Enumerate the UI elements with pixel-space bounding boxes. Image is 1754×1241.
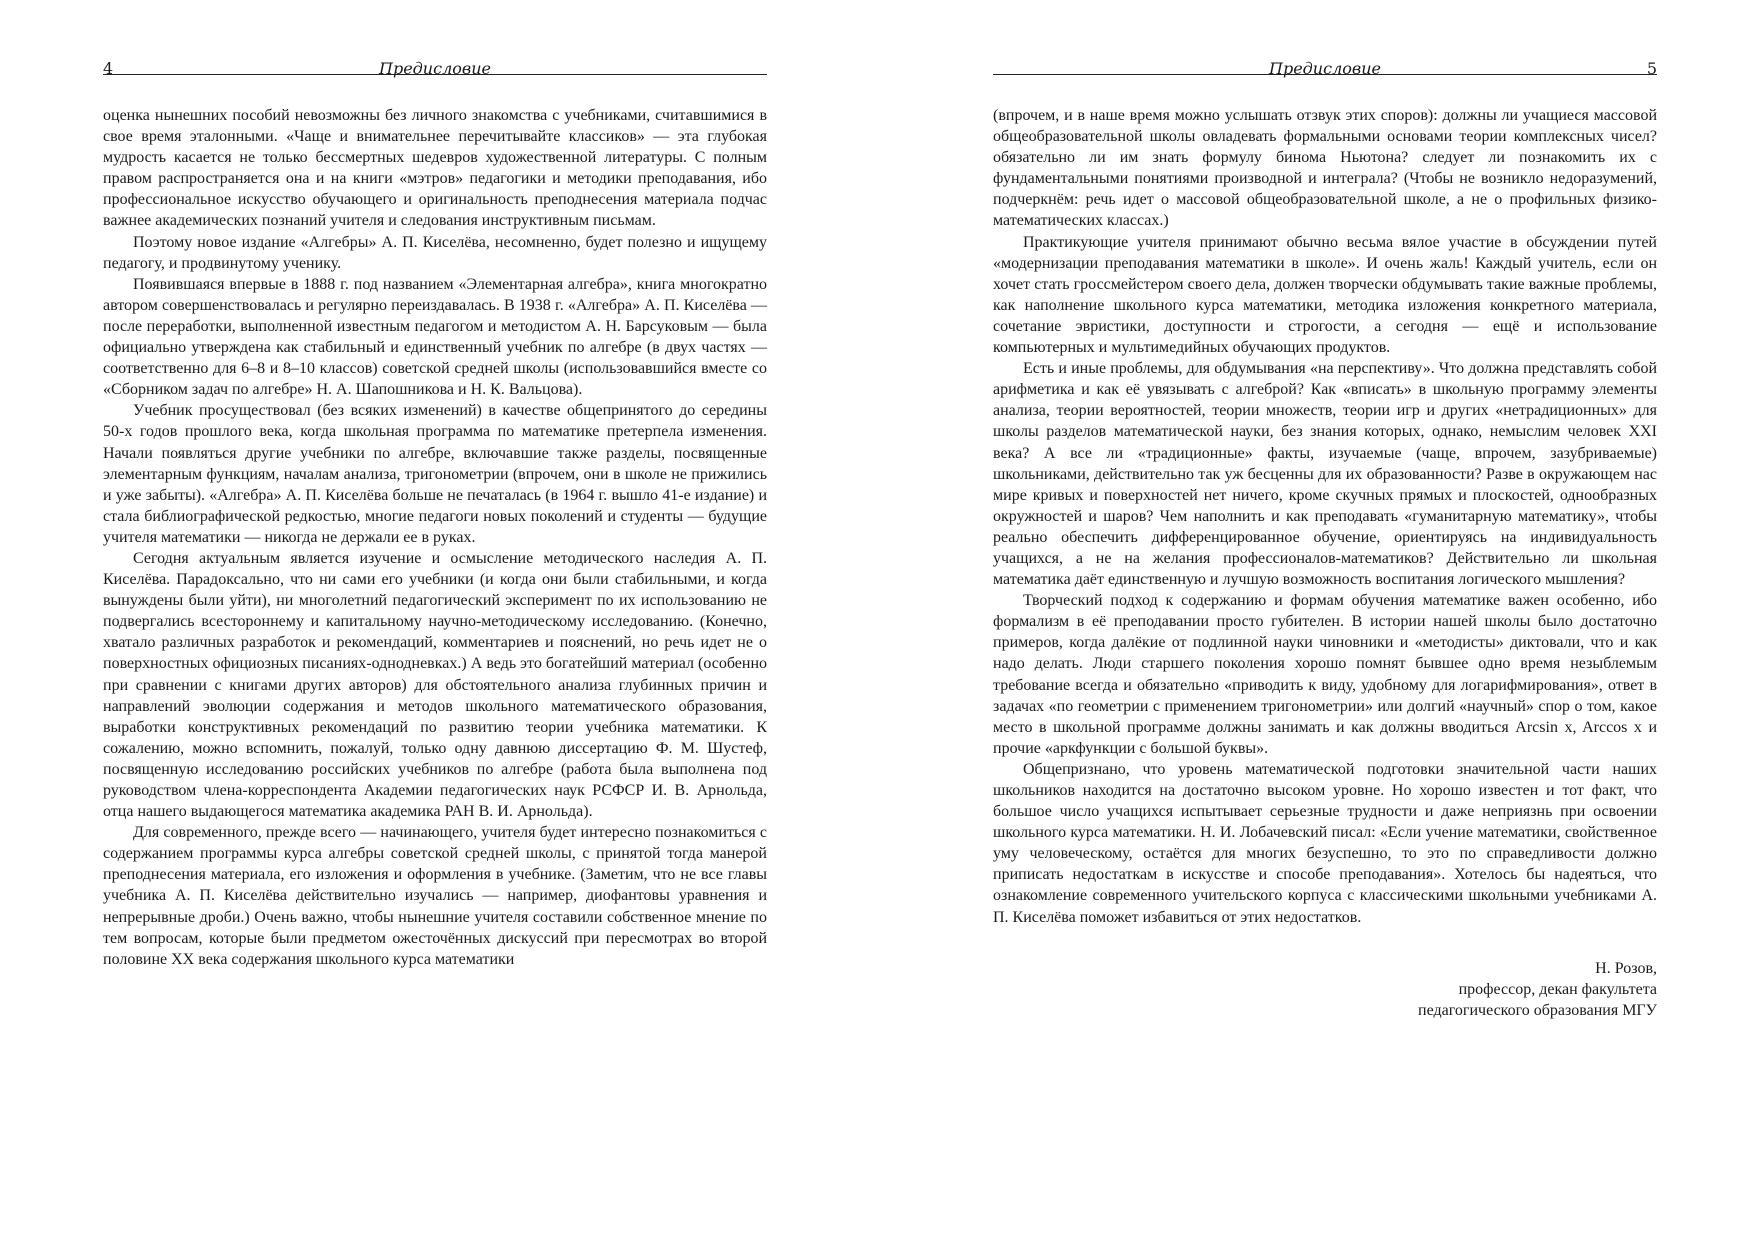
paragraph: Сегодня актуальным является изучение и осмысление методического наследия А. П. Киселёва. Парадоксально, что ни сами его учебники (и когда они были стабильными, и когда вынуждены были уйти), ни многолетний педагогический эксперимент по их использованию не подвергались всестороннему и капитальному научно-методическому исследованию. (Конечно, хватало различных разработок и рекомендаций, комментариев и пояснений, но речь идет не о поверхностных официозных писаниях-однодневках.) А ведь это богатейший материал (особенно при сравнении с книгами других авторов) для обстоятельного анализа глубинных причин и направлений эволюции содержания и методов школьного математического образования, выработки конструктивных рекомендаций по развитию теории учебника математики. К сожалению, можно вспомнить, пожалуй, только одну давнюю диссертацию Ф. М. Шустеф, посвященную исследованию российских учебников по алгебре (работа была выполнена под руководством члена-корреспондента Академии педагогических наук РСФСР И. В. Арнольда, отца нашего выдающегося математика академика РАН В. И. Арнольда). bbox=[103, 549, 767, 821]
right-page bbox=[993, 50, 1657, 1021]
running-title: Предисловие bbox=[1269, 59, 1381, 78]
running-head bbox=[993, 50, 1657, 78]
page-number: 4 bbox=[103, 59, 114, 78]
signature-affiliation: педагогического образования МГУ bbox=[1418, 1001, 1657, 1019]
paragraph: Творческий подход к содержанию и формам обучения математике важен особенно, ибо формализм в её преподавании просто губителен. В истории нашей школы было достаточно примеров, когда далёкие от подлинной науки чиновники и «методисты» диктовали, что и как надо делать. Люди старшего поколения хорошо помнят бывшее одно время незыблемым требование всегда и обязательно «приводить к виду, удобному для логарифмирования», ответ в задачах «по геометрии с применением тригонометрии» или долгий «научный» спор о том, какое место в школьной программе должны занимать и как должны вводиться Arcsin x, Arccos x и прочие «аркфункции с большой буквы». bbox=[993, 592, 1657, 757]
running-head bbox=[103, 50, 767, 78]
paragraph: Есть и иные проблемы, для обдумывания «на перспективу». Что должна представлять собой арифметика и как её увязывать с алгеброй? Как «вписать» в школьную программу элементы анализа, теории вероятностей, теории множеств, теории игр и других «нетрадиционных» для школы разделов математической науки, без знания которых, однако, немыслим человек XXI века? А все ли «традиционные» факты, изучаемые (чаще, впрочем, зазубриваемые) школьниками, действительно так уж бесценны для их образованности? Разве в окружающем нас мире кривых и поверхностей нет ничего, кроме скучных прямых и плоскостей, однообразных окружностей и шаров? Чем наполнить и как преподавать «гуманитарную математику», чтобы реально обеспечить дифференцированное обучение, ориентируясь на индивидуальность учащихся, а не на желания профессионалов-математиков? Действительно ли школьная математика даёт единственную и лучшую возможность воспитания логического мышления? bbox=[993, 360, 1657, 589]
running-title: Предисловие bbox=[379, 59, 491, 78]
body-text bbox=[993, 105, 1657, 928]
paragraph: Поэтому новое издание «Алгебры» А. П. Киселёва, несомненно, будет полезно и ищущему педагогу, и продвинутому ученику. bbox=[103, 233, 767, 272]
signature bbox=[993, 958, 1657, 1021]
paragraph: Появившаяся впервые в 1888 г. под названием «Элементарная алгебра», книга многократно автором совершенствовалась и регулярно переиздавалась. В 1938 г. «Алгебра» А. П. Киселёва — после переработки, выполненной известным педагогом и методистом А. Н. Барсуковым — была официально утверждена как стабильный и единственный учебник по алгебре (в двух частях — соответственно для 6–8 и 8–10 классов) советской средней школы (использовавшийся вместе со «Сборником задач по алгебре» Н. А. Шапошникова и Н. К. Вальцова). bbox=[103, 275, 767, 399]
page-number: 5 bbox=[1646, 59, 1657, 78]
paragraph: Учебник просуществовал (без всяких изменений) в качестве общепринятого до середины 50-х годов прошлого века, когда школьная программа по математике претерпела изменения. Начали появляться другие учебники по алгебре, включавшие также разделы, посвященные элементарным функциям, началам анализа, тригонометрии (впрочем, они в школе не прижились и уже забыты). «Алгебра» А. П. Киселёва больше не печаталась (в 1964 г. вышло 41-е издание) и стала библиографической редкостью, многие педагоги новых поколений и студенты — будущие учителя математики — никогда не держали ее в руках. bbox=[103, 402, 767, 546]
paragraph: (впрочем, и в наше время можно услышать отзвук этих споров): должны ли учащиеся массовой общеобразовательной школы овладевать формальными основами теории комплексных чисел? обязательно ли им знать формулу бинома Ньютона? следует ли познакомить их с фундаментальными понятиями производной и интеграла? (Чтобы не возникло недоразумений, подчеркнём: речь идет о массовой общеобразовательной школе, а не о профильных физико-математических классах.) bbox=[993, 107, 1657, 230]
left-page bbox=[103, 50, 767, 970]
paragraph: Общепризнано, что уровень математической подготовки значительной части наших школьников находится на достаточно высоком уровне. Но хорошо известен и тот факт, что большое число учащихся испытывает серьезные трудности и даже неприязнь при освоении школьного курса математики. Н. И. Лобачевский писал: «Если учение математики, свойственное уму человеческому, остаётся для многих безуспешно, то это по справедливости должно приписать недостаткам в искусстве и способе преподавания». Хотелось бы надеяться, что ознакомление современного учительского корпуса с классическими школьными учебниками А. П. Киселёва поможет избавиться от этих недостатков. bbox=[993, 760, 1657, 926]
paragraph: Для современного, прежде всего — начинающего, учителя будет интересно познакомиться с содержанием программы курса алгебры советской средней школы, с принятой тогда манерой преподнесения материала, его изложения и оформления в учебнике. (Заметим, что не все главы учебника А. П. Киселёва действительно изучались — например, диофантовы уравнения и непрерывные дроби.) Очень важно, чтобы нынешние учителя составили собственное мнение по тем вопросам, которые были предметом ожесточённых дискуссий при пересмотрах во второй половине XX века содержания школьного курса математики bbox=[103, 824, 767, 968]
body-text bbox=[103, 105, 767, 970]
paragraph: Практикующие учителя принимают обычно весьма вялое участие в обсуждении путей «модернизации преподавания математики в школе». И очень жаль! Каждый учитель, если он хочет стать гроссмейстером своего дела, должен творчески обдумывать такие важные проблемы, как наполнение школьного курса математики, методика изложения конкретного материала, сочетание эвристики, доступности и строгости, а сегодня — ещё и использование компьютерных и мультимедийных обучающих продуктов. bbox=[993, 233, 1657, 357]
signature-name: Н. Розов, bbox=[1595, 959, 1657, 977]
paragraph: оценка нынешних пособий невозможны без личного знакомства с учебниками, считавшимися в свое время эталонными. «Чаще и внимательнее перечитывайте классиков» — эта глубокая мудрость касается не только бессмертных шедевров художественной литературы. С полным правом распространяется она и на книги «мэтров» педагогики и методики преподавания, ибо профессиональное искусство обучающего и оригинальность преподнесения материала подчас важнее академических познаний учителя и следования инструктивным письмам. bbox=[103, 107, 767, 230]
signature-title: профессор, декан факультета bbox=[1458, 980, 1657, 998]
